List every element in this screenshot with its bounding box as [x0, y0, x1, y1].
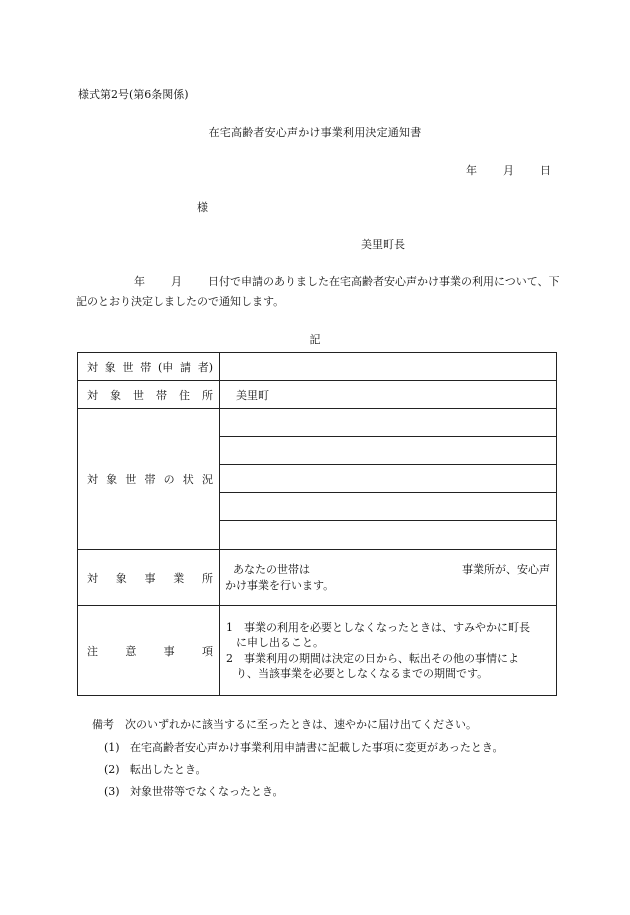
- label-char: 項: [201, 644, 213, 658]
- ki-heading: 記: [309, 333, 321, 346]
- label-char: 注: [87, 644, 98, 658]
- note-item-1: 1 事業の利用を必要としなくなったときは、すみやかに町長: [226, 620, 530, 634]
- label-char: 事: [163, 644, 175, 658]
- label-char: 世: [125, 473, 137, 486]
- value-notes: [220, 606, 557, 696]
- office-suffix: 事業所が、安心声: [462, 563, 550, 576]
- label-char: 者): [197, 360, 213, 374]
- label-char: 状: [182, 473, 194, 486]
- value-status: [220, 409, 557, 550]
- label-char: 帯: [156, 388, 167, 402]
- note-cont-1: に申し出ること。: [236, 636, 324, 649]
- label-char: 業: [173, 571, 185, 585]
- note-item-2: 2 事業利用の期間は決定の日から、転出その他の事情によ: [226, 651, 519, 665]
- date-month: 月: [503, 164, 514, 177]
- label-char: 世: [122, 360, 134, 374]
- form-number: 様式第2号(第6条関係): [78, 88, 189, 101]
- value-address: [220, 381, 557, 409]
- label-char: 対: [87, 571, 98, 585]
- remark-item-3: [104, 783, 284, 799]
- row-status: [78, 409, 557, 550]
- row-office: [78, 550, 557, 606]
- date-line: [466, 162, 551, 178]
- label-char: 所: [202, 571, 213, 585]
- remark-text-2: 転出したとき。: [130, 763, 207, 776]
- office-prefix: あなたの世帯は: [233, 563, 310, 576]
- issuer: 美里町長: [361, 238, 405, 251]
- label-office: [78, 550, 220, 606]
- status-line: [220, 409, 556, 437]
- label-char: の: [163, 473, 175, 486]
- remark-text-3: 対象世帯等でなくなったとき。: [130, 785, 284, 798]
- body-month: 月: [171, 275, 182, 288]
- label-char: (申: [157, 360, 174, 374]
- remark-num-2: (2): [104, 763, 120, 776]
- remark-item-2: [104, 761, 207, 777]
- label-address: [78, 381, 220, 409]
- label-status: [78, 409, 220, 550]
- label-char: 意: [125, 644, 137, 658]
- date-day: 日: [540, 164, 551, 177]
- label-char: 所: [202, 388, 213, 402]
- label-char: 象: [106, 473, 118, 486]
- remarks-title: 備考 次のいずれかに該当するに至ったときは、速やかに届け出てください。: [92, 718, 477, 731]
- label-char: 請: [179, 360, 191, 374]
- remark-text-1: 在宅高齢者安心声かけ事業利用申請書に記載した事項に変更があったとき。: [130, 741, 504, 754]
- row-notes: [78, 606, 557, 696]
- remark-num-1: (1): [104, 741, 120, 754]
- office-cont: かけ事業を行います。: [225, 578, 335, 592]
- note-cont-2: り、当該事業を必要としなくなるまでの期間です。: [236, 667, 489, 680]
- document-title: 在宅高齢者安心声かけ事業利用決定通知書: [208, 126, 422, 139]
- value-office: [220, 550, 557, 606]
- label-char: 世: [133, 388, 144, 402]
- row-applicant: [78, 353, 557, 381]
- body-text: [76, 272, 560, 312]
- label-char: 対: [87, 388, 98, 402]
- remark-num-3: (3): [104, 785, 120, 798]
- label-char: 対: [87, 360, 98, 374]
- status-line: [220, 521, 556, 549]
- address-value: 美里町: [236, 388, 269, 402]
- label-char: 帯: [140, 360, 152, 374]
- remark-item-1: [104, 739, 503, 755]
- row-address: [78, 381, 557, 409]
- label-char: 対: [87, 473, 98, 486]
- info-table: [77, 352, 557, 696]
- label-notes: [78, 606, 220, 696]
- body-sentence: 日付で申請のありました在宅高齢者安心声かけ事業の利用について、下記のとおり決定しましたので通知します。: [76, 275, 560, 308]
- status-line: [220, 437, 556, 465]
- label-char: 帯: [144, 473, 156, 486]
- date-year: 年: [466, 164, 477, 177]
- label-char: 住: [179, 388, 190, 402]
- value-applicant: [220, 353, 557, 381]
- status-line: [220, 493, 556, 521]
- label-applicant: [78, 353, 220, 381]
- label-char: 況: [201, 473, 213, 486]
- status-line: [220, 465, 556, 493]
- label-char: 事: [144, 571, 156, 585]
- body-year: 年: [134, 275, 145, 288]
- label-char: 象: [104, 360, 116, 374]
- label-char: 象: [115, 571, 127, 585]
- label-char: 象: [110, 388, 121, 402]
- addressee-suffix: 様: [197, 201, 208, 214]
